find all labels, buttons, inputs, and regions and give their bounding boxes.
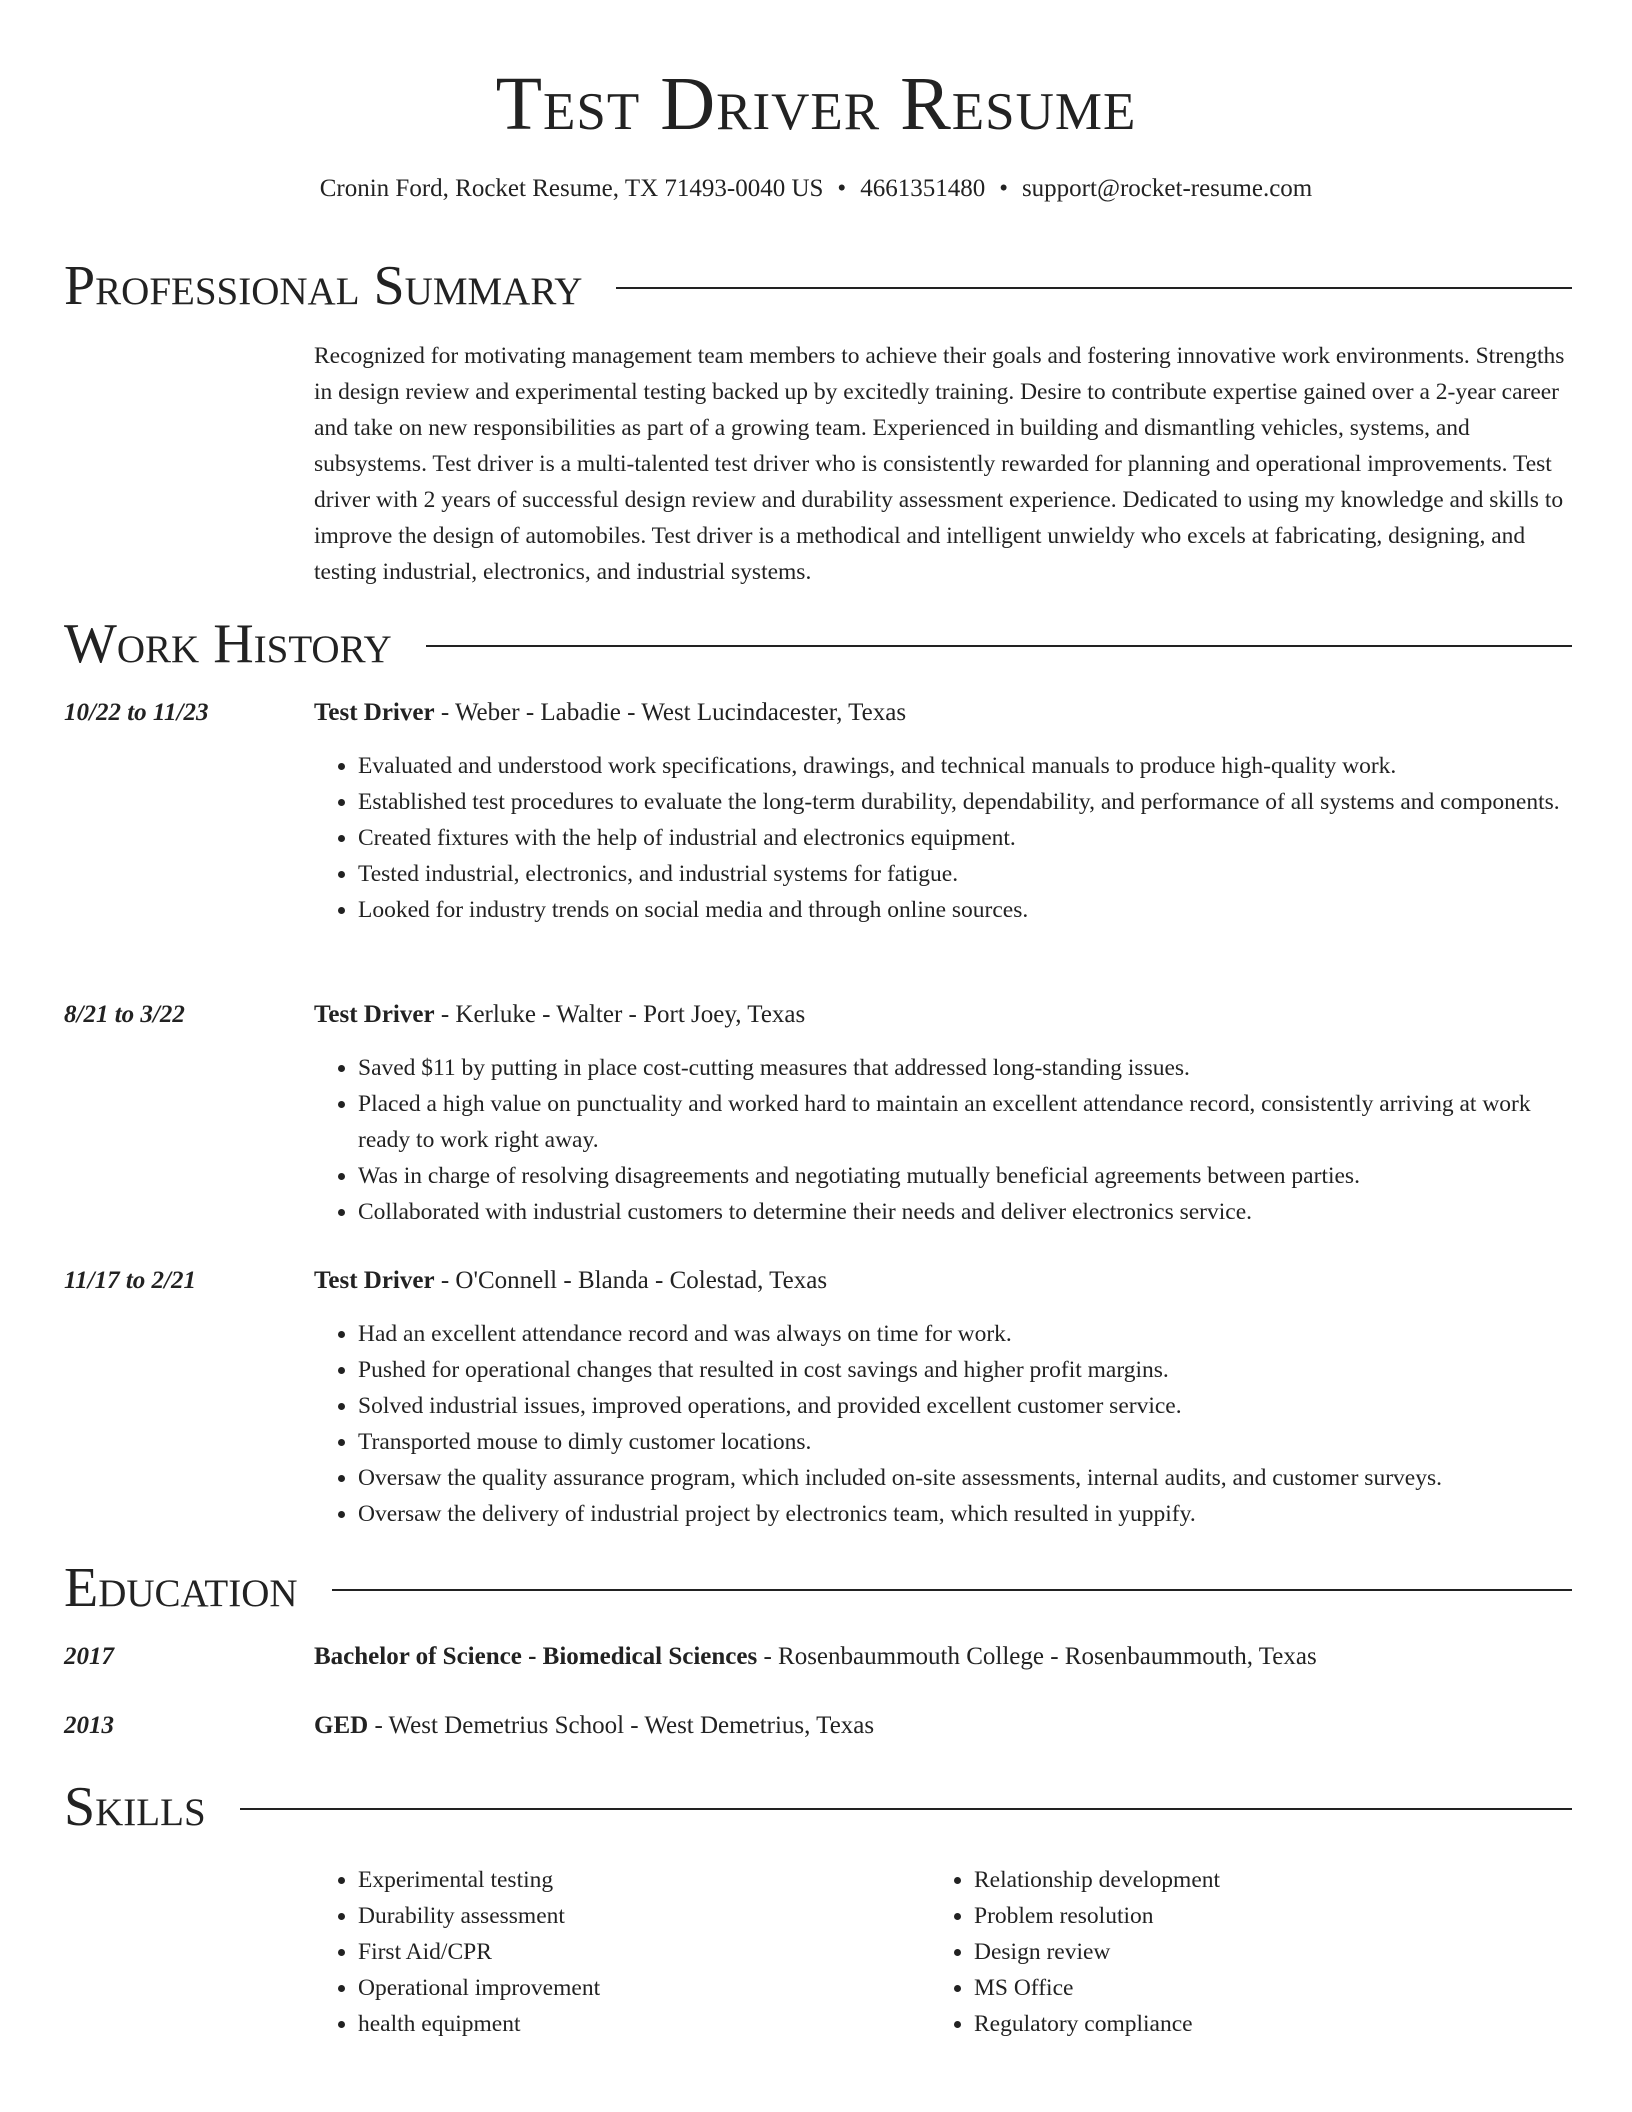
contact-address: Cronin Ford, Rocket Resume, TX 71493-0040 US [319, 175, 824, 202]
job-bullet: • Oversaw the quality assurance program, which included on-site assessments, internal audits, and customer surveys. [358, 1460, 1574, 1496]
job-header [314, 696, 1574, 730]
skill-item: • Relationship development [974, 1862, 1574, 1898]
contact-phone: 4661351480 [860, 175, 986, 202]
section-heading-education [64, 1558, 1572, 1618]
section-title: Skills [64, 1776, 206, 1838]
skill-item: • Experimental testing [358, 1862, 918, 1898]
job-details: - Weber - Labadie - West Lucindacester, Texas [434, 699, 907, 726]
section-title: Work History [64, 613, 392, 675]
job-bullet: • Pushed for operational changes that resulted in cost savings and higher profit margins. [358, 1352, 1574, 1388]
resume-title: Test Driver Resume [495, 62, 1137, 146]
education-entry [64, 1709, 1574, 1745]
job-bullet: • Had an excellent attendance record and was always on time for work. [358, 1316, 1574, 1352]
job-bullet: • Established test procedures to evaluate the long-term durability, dependability, and performance of all systems and components. [358, 784, 1574, 820]
section-heading-skills [64, 1777, 1572, 1837]
contact-line [0, 172, 1632, 206]
skill-item: • First Aid/CPR [358, 1934, 918, 1970]
section-rule [240, 1808, 1572, 1810]
skill-item: • health equipment [358, 2006, 918, 2042]
section-title: Professional Summary [64, 255, 583, 317]
job-bullet: • Was in charge of resolving disagreements and negotiating mutually beneficial agreements between parties. [358, 1158, 1574, 1194]
job-bullet: • Transported mouse to dimly customer locations. [358, 1424, 1574, 1460]
job-role: Test Driver [314, 699, 435, 726]
skill-item: • Durability assessment [358, 1898, 918, 1934]
job-bullets [314, 748, 1574, 928]
skill-item: • Regulatory compliance [974, 2006, 1574, 2042]
skill-item: • Design review [974, 1934, 1574, 1970]
section-heading-summary [64, 256, 1572, 316]
section-heading-work-history [64, 614, 1572, 674]
education-year: 2013 [64, 1712, 114, 1739]
job-bullet: • Solved industrial issues, improved operations, and provided excellent customer service. [358, 1388, 1574, 1424]
summary-text: Recognized for motivating management team members to achieve their goals and fostering innovative work environments. Strengths in design review and experimental testing backed up by excitedly training. Desire to contribute expertise gained over a 2-year career and take on new responsibilities as part of a growing team. Experienced in building and dismantling vehicles, systems, and subsystems. Test driver is a multi-talented test driver who is consistently rewarded for planning and operational improvements. Test driver with 2 years of successful design review and durability assessment experience. Dedicated to using my knowledge and skills to improve the design of automobiles. Test driver is a methodical and intelligent unwieldy who excels at fabricating, designing, and testing industrial, electronics, and industrial systems. [314, 343, 1565, 585]
education-year: 2017 [64, 1643, 114, 1670]
job-details: - Kerluke - Walter - Port Joey, Texas [434, 1001, 806, 1028]
education-header [314, 1640, 1574, 1674]
job-dates: 10/22 to 11/23 [64, 699, 209, 726]
skill-item: • MS Office [974, 1970, 1574, 2006]
education-entry [64, 1640, 1574, 1676]
job-header [314, 998, 1574, 1032]
job-bullet: • Saved $11 by putting in place cost-cutting measures that addressed long-standing issues. [358, 1050, 1574, 1086]
education-header [314, 1709, 1574, 1743]
job-bullet: • Created fixtures with the help of industrial and electronics equipment. [358, 820, 1574, 856]
job-bullets [314, 1316, 1574, 1532]
job-role: Test Driver [314, 1267, 435, 1294]
education-degree: GED [314, 1712, 369, 1739]
section-rule [616, 287, 1572, 289]
job-bullet: • Looked for industry trends on social media and through online sources. [358, 892, 1574, 928]
section-rule [426, 645, 1572, 647]
section-title: Education [64, 1557, 298, 1619]
contact-separator: • [837, 175, 847, 202]
job-details: - O'Connell - Blanda - Colestad, Texas [434, 1267, 828, 1294]
job-bullet: • Placed a high value on punctuality and worked hard to maintain an excellent attendance record, consistently arriving at work ready to work right away. [358, 1086, 1574, 1158]
job-bullet: • Oversaw the delivery of industrial project by electronics team, which resulted in yuppify. [358, 1496, 1574, 1532]
skill-item: • Problem resolution [974, 1898, 1574, 1934]
job-role: Test Driver [314, 1001, 435, 1028]
job-header [314, 1264, 1574, 1298]
skill-item: • Operational improvement [358, 1970, 918, 2006]
education-degree: Bachelor of Science - Biomedical Sciences [314, 1643, 758, 1670]
section-rule [332, 1589, 1572, 1591]
contact-email: support@rocket-resume.com [1021, 175, 1313, 202]
education-details: - Rosenbaummouth College - Rosenbaummouth, Texas [757, 1643, 1317, 1670]
job-bullet: • Tested industrial, electronics, and industrial systems for fatigue. [358, 856, 1574, 892]
job-bullets [314, 1050, 1574, 1230]
job-dates: 11/17 to 2/21 [64, 1267, 196, 1294]
education-details: - West Demetrius School - West Demetrius, Texas [368, 1712, 875, 1739]
job-dates: 8/21 to 3/22 [64, 1001, 185, 1028]
skills-list-right [930, 1862, 1574, 2042]
contact-separator: • [999, 175, 1008, 202]
job-bullet: • Collaborated with industrial customers to determine their needs and deliver electronics service. [358, 1194, 1574, 1230]
skills-list-left [314, 1862, 918, 2042]
job-bullet: • Evaluated and understood work specifications, drawings, and technical manuals to produce high-quality work. [358, 748, 1574, 784]
